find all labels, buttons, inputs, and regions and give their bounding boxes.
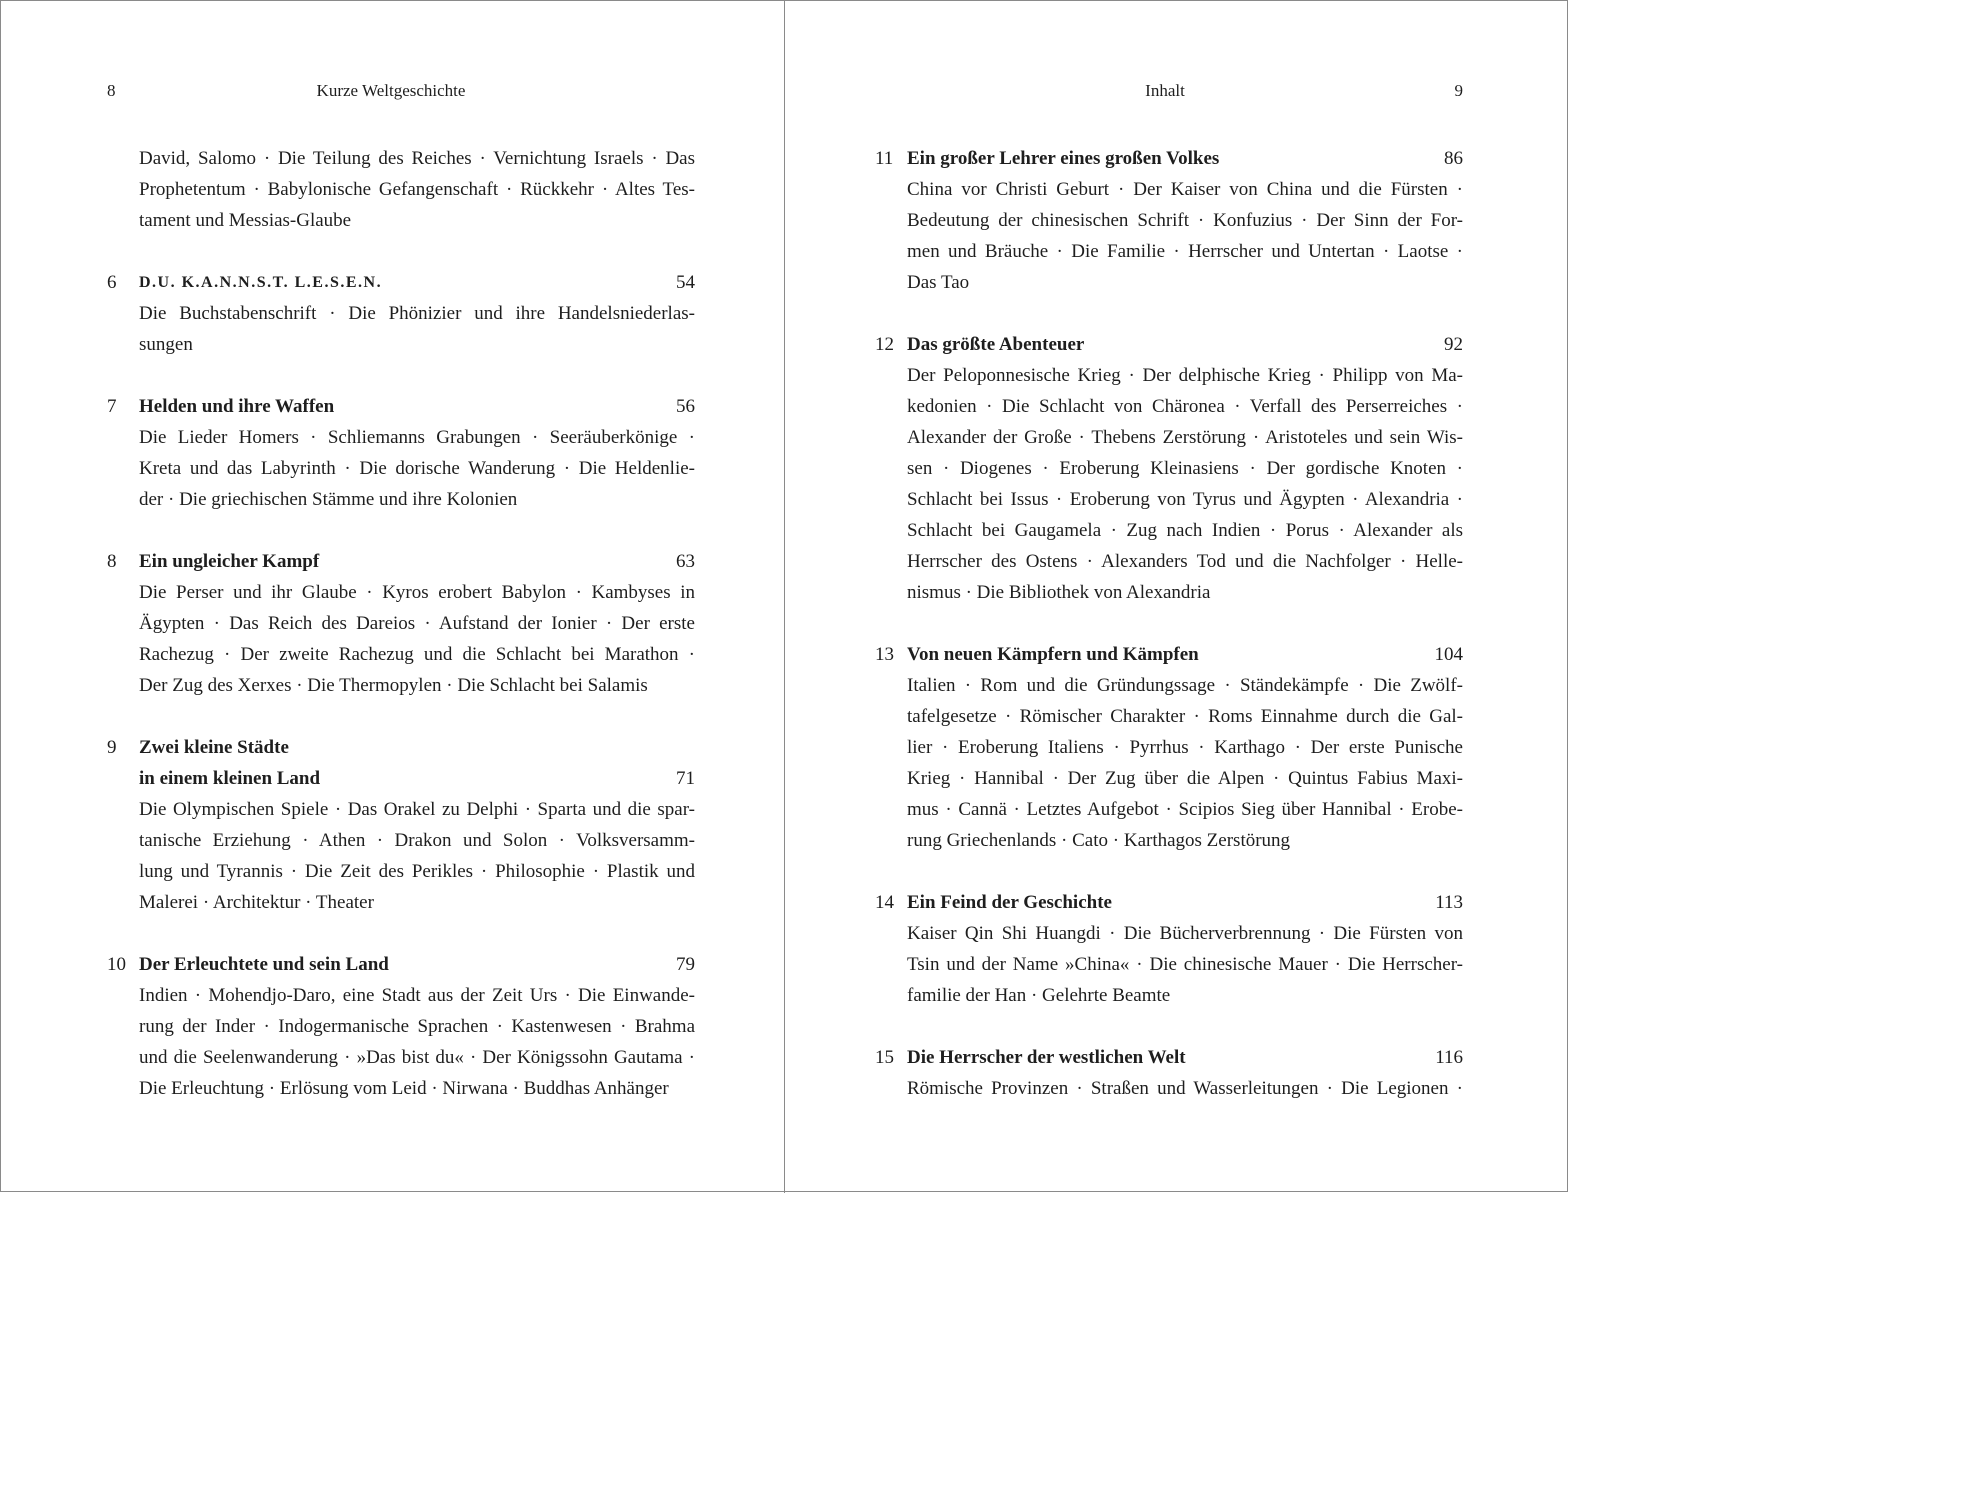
chapter-page: 56 xyxy=(676,396,695,417)
entry-heading xyxy=(875,1042,1463,1073)
description-line: tanische Erziehung · Athen · Drakon und Solon · Volksversamm- xyxy=(139,830,695,851)
description-line: Die Buchstabenschrift · Die Phönizier und ihre Handelsniederlas- xyxy=(139,303,695,324)
toc-entry[interactable] xyxy=(107,949,695,1104)
chapter-title: Der Erleuchtete und sein Land xyxy=(139,954,389,975)
description-line: Malerei · Architektur · Theater xyxy=(139,892,374,913)
chapter-number: 15 xyxy=(875,1047,894,1068)
running-title: Kurze Weltgeschichte xyxy=(316,81,466,100)
toc-entry[interactable] xyxy=(875,887,1463,1011)
entry-description xyxy=(139,298,695,360)
entry-heading xyxy=(875,329,1463,360)
chapter-page: 86 xyxy=(1444,148,1463,169)
chapter-title-line-2: in einem kleinen Land xyxy=(139,768,321,789)
description-line: Rachezug · Der zweite Rachezug und die Schlacht bei Marathon · xyxy=(139,644,695,665)
entry-heading-continued xyxy=(107,763,695,794)
chapter-title: Ein großer Lehrer eines großen Volkes xyxy=(907,148,1220,169)
chapter-number: 11 xyxy=(875,148,894,169)
chapter-number: 8 xyxy=(107,551,117,572)
description-line: China vor Christi Geburt · Der Kaiser von China und die Fürsten · xyxy=(907,179,1463,200)
toc-column-right xyxy=(875,143,1463,1135)
toc-column xyxy=(107,143,695,1135)
chapter-number: 7 xyxy=(107,396,117,417)
chapter-page: 92 xyxy=(1444,334,1463,355)
chapter-number: 12 xyxy=(875,334,894,355)
chapter-number: 14 xyxy=(875,892,894,913)
entry-description xyxy=(907,360,1463,608)
entry-heading xyxy=(107,391,695,422)
description-line: Schlacht bei Issus · Eroberung von Tyrus und Ägypten · Alexandria · xyxy=(907,489,1463,510)
toc-entry[interactable] xyxy=(107,267,695,360)
description-line: Die Erleuchtung · Erlösung vom Leid · Nirwana · Buddhas Anhänger xyxy=(139,1078,669,1099)
page-number: 8 xyxy=(107,81,116,100)
entry-heading xyxy=(107,732,695,763)
description-line: der · Die griechischen Stämme und ihre Kolonien xyxy=(139,489,518,510)
description-line: Kaiser Qin Shi Huangdi · Die Bücherverbrennung · Die Fürsten von xyxy=(907,923,1463,944)
description-line: Der Zug des Xerxes · Die Thermopylen · Die Schlacht bei Salamis xyxy=(139,675,648,696)
description-line: Herrscher des Ostens · Alexanders Tod und die Nachfolger · Helle- xyxy=(907,551,1463,572)
chapter-page: 104 xyxy=(1434,644,1463,665)
description-line: lier · Eroberung Italiens · Pyrrhus · Karthago · Der erste Punische xyxy=(907,737,1463,758)
description-line: rung der Inder · Indogermanische Sprachen · Kastenwesen · Brahma xyxy=(139,1016,695,1037)
entry-description xyxy=(907,174,1463,298)
description-line: sungen xyxy=(139,334,193,355)
description-line: Italien · Rom und die Gründungssage · Ständekämpfe · Die Zwölf- xyxy=(907,675,1463,696)
chapter-number: 13 xyxy=(875,644,894,665)
toc-entry[interactable] xyxy=(107,546,695,701)
description-line: familie der Han · Gelehrte Beamte xyxy=(907,985,1171,1006)
entry-heading xyxy=(107,949,695,980)
description-line: tafelgesetze · Römischer Charakter · Roms Einnahme durch die Gal- xyxy=(907,706,1463,727)
description-line: rung Griechenlands · Cato · Karthagos Zerstörung xyxy=(907,830,1291,851)
chapter-page: 79 xyxy=(676,954,695,975)
description-line: lung und Tyrannis · Die Zeit des Perikles · Philosophie · Plastik und xyxy=(139,861,695,882)
entry-heading xyxy=(875,887,1463,918)
description-line: Schlacht bei Gaugamela · Zug nach Indien · Porus · Alexander als xyxy=(907,520,1463,541)
continued-description xyxy=(107,143,695,236)
chapter-title: Von neuen Kämpfern und Kämpfen xyxy=(907,644,1199,665)
entry-description xyxy=(139,980,695,1104)
description-line: Krieg · Hannibal · Der Zug über die Alpen · Quintus Fabius Maxi- xyxy=(907,768,1463,789)
description-line: Das Tao xyxy=(907,272,970,293)
chapter-number: 9 xyxy=(107,737,117,758)
chapter-page: 54 xyxy=(676,272,695,293)
entry-description xyxy=(139,422,695,515)
chapter-page: 116 xyxy=(1435,1047,1463,1068)
description-line: Ägypten · Das Reich des Dareios · Aufstand der Ionier · Der erste xyxy=(139,613,695,634)
description-line: und die Seelenwanderung · »Das bist du« · Der Königssohn Gautama · xyxy=(139,1047,695,1068)
toc-entry[interactable] xyxy=(107,391,695,515)
description-line: Tsin und der Name »China« · Die chinesische Mauer · Die Herrscher- xyxy=(907,954,1463,975)
entry-description xyxy=(907,670,1463,856)
entry-heading xyxy=(107,546,695,577)
description-line: Prophetentum · Babylonische Gefangenschaft · Rückkehr · Altes Tes- xyxy=(139,179,695,200)
entry-description xyxy=(139,143,695,236)
description-line: Die Perser und ihr Glaube · Kyros erobert Babylon · Kambyses in xyxy=(139,582,695,603)
description-line: David, Salomo · Die Teilung des Reiches · Vernichtung Israels · Das xyxy=(139,148,695,169)
description-line: kedonien · Die Schlacht von Chäronea · Verfall des Perserreiches · xyxy=(907,396,1463,417)
toc-entry[interactable] xyxy=(107,732,695,918)
toc-entry[interactable] xyxy=(875,143,1463,298)
description-line: Bedeutung der chinesischen Schrift · Konfuzius · Der Sinn der For- xyxy=(907,210,1463,231)
description-line: Kreta und das Labyrinth · Die dorische Wanderung · Die Heldenlie- xyxy=(139,458,695,479)
toc-entry[interactable] xyxy=(875,1042,1463,1104)
description-line: Der Peloponnesische Krieg · Der delphische Krieg · Philipp von Ma- xyxy=(907,365,1463,386)
entry-description xyxy=(907,1073,1463,1104)
entry-description xyxy=(139,794,695,918)
chapter-page: 113 xyxy=(1435,892,1463,913)
description-line: Die Olympischen Spiele · Das Orakel zu Delphi · Sparta und die spar- xyxy=(139,799,695,820)
chapter-number: 10 xyxy=(107,954,126,975)
page-number: 9 xyxy=(1454,81,1463,100)
entry-heading xyxy=(107,267,695,298)
description-line: Römische Provinzen · Straßen und Wasserleitungen · Die Legionen · xyxy=(907,1078,1463,1099)
chapter-title: D.U. K.A.N.N.S.T. L.E.S.E.N. xyxy=(139,274,383,291)
chapter-title: Helden und ihre Waffen xyxy=(139,396,335,417)
chapter-page: 63 xyxy=(676,551,695,572)
chapter-title: Die Herrscher der westlichen Welt xyxy=(907,1047,1186,1068)
chapter-title: Ein ungleicher Kampf xyxy=(139,551,320,572)
chapter-title: Zwei kleine Städte xyxy=(139,737,289,758)
description-line: nismus · Die Bibliothek von Alexandria xyxy=(907,582,1211,603)
description-line: Indien · Mohendjo-Daro, eine Stadt aus der Zeit Urs · Die Einwande- xyxy=(139,985,695,1006)
description-line: tament und Messias-Glaube xyxy=(139,210,352,231)
toc-entry[interactable] xyxy=(875,639,1463,856)
entry-description xyxy=(907,918,1463,1011)
description-line: men und Bräuche · Die Familie · Herrscher und Untertan · Laotse · xyxy=(907,241,1463,262)
running-title: Inhalt xyxy=(1145,81,1185,100)
toc-entry[interactable] xyxy=(875,329,1463,608)
chapter-page: 71 xyxy=(676,768,695,789)
chapter-title: Ein Feind der Geschichte xyxy=(907,892,1112,913)
left-page xyxy=(1,1,784,1193)
description-line: mus · Cannä · Letztes Aufgebot · Scipios Sieg über Hannibal · Erobe- xyxy=(907,799,1463,820)
description-line: Die Lieder Homers · Schliemanns Grabungen · Seeräuberkönige · xyxy=(139,427,695,448)
description-line: Alexander der Große · Thebens Zerstörung · Aristoteles und sein Wis- xyxy=(907,427,1463,448)
entry-heading xyxy=(875,639,1463,670)
entry-description xyxy=(139,577,695,701)
entry-heading xyxy=(875,143,1463,174)
chapter-title: Das größte Abenteuer xyxy=(907,334,1085,355)
description-line: sen · Diogenes · Eroberung Kleinasiens · Der gordische Knoten · xyxy=(907,458,1463,479)
chapter-number: 6 xyxy=(107,272,117,293)
